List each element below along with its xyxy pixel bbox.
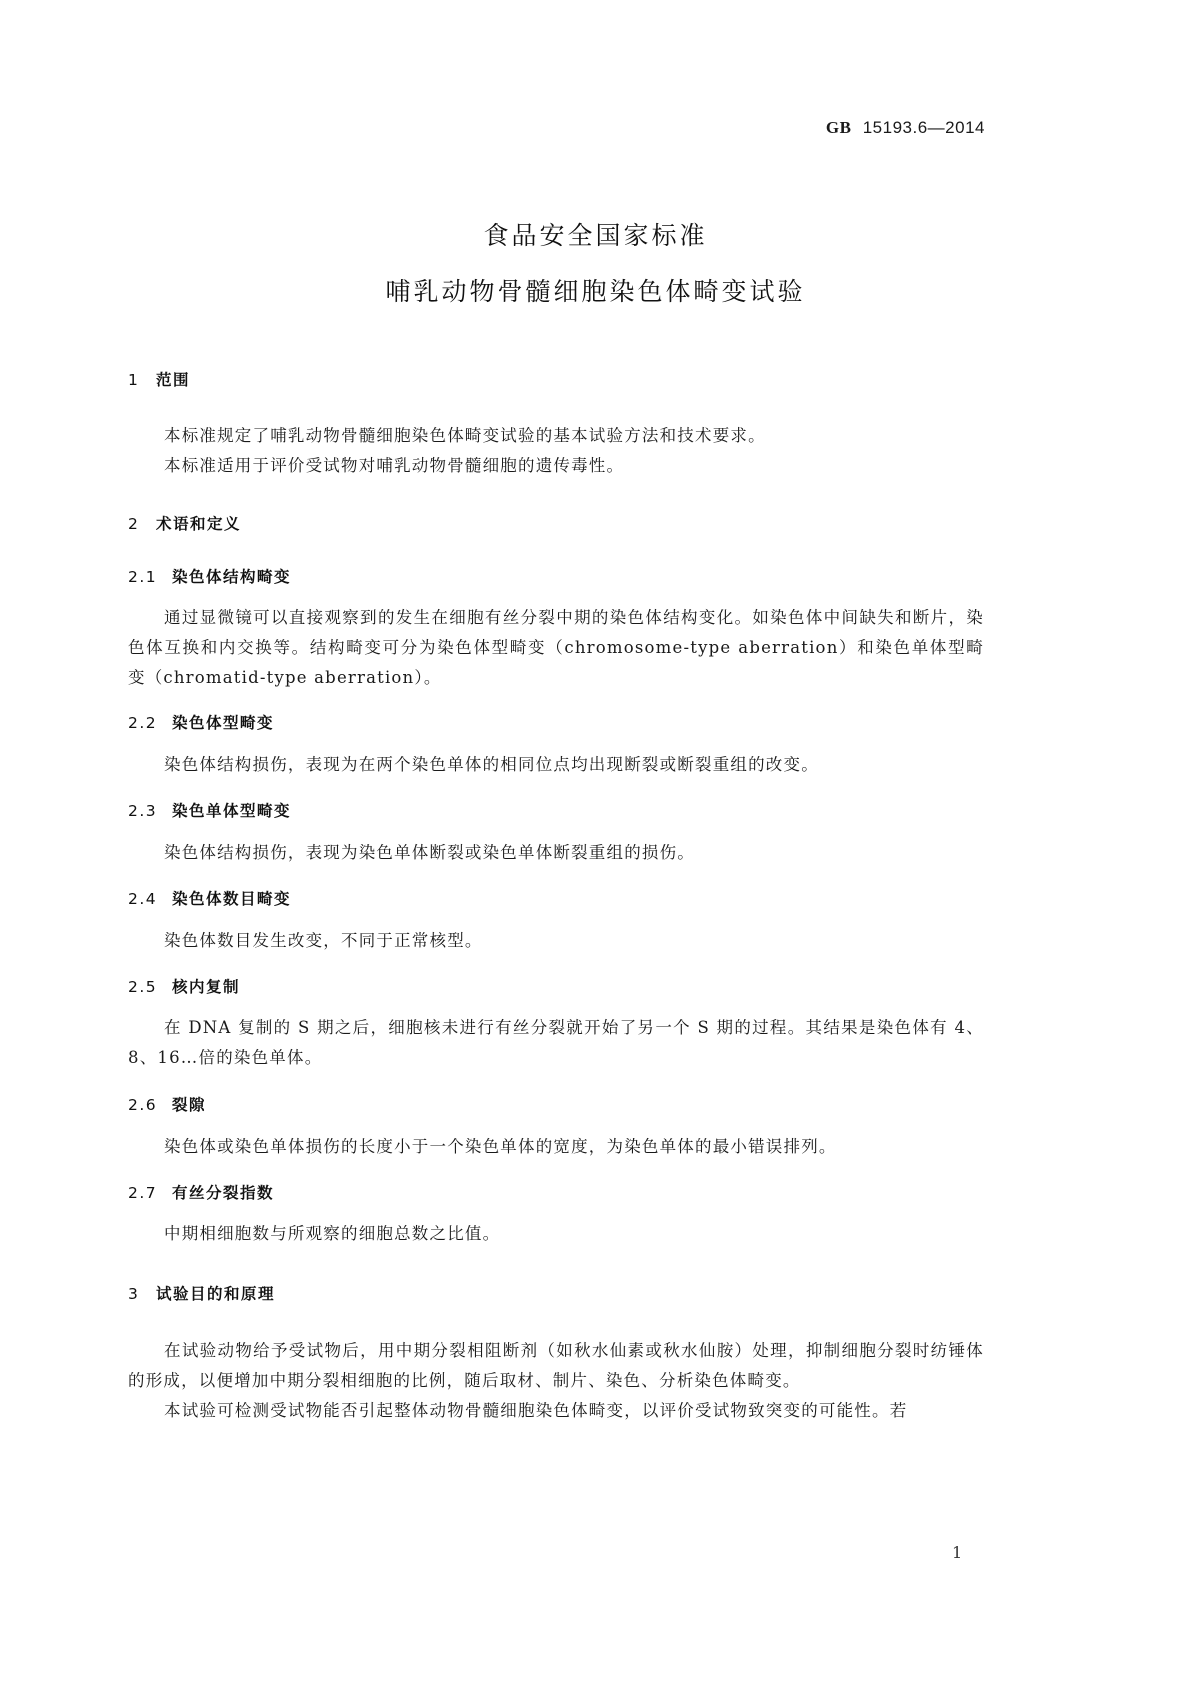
section-number: 1 [128, 371, 140, 389]
subsection-number: 2.2 [128, 714, 158, 732]
subsection-number: 2.4 [128, 890, 158, 908]
standard-code-prefix: GB [825, 118, 852, 137]
subsection-2-7-heading [128, 1181, 274, 1203]
subsection-number: 2.5 [128, 978, 158, 996]
subsection-title: 染色单体型畸变 [172, 802, 292, 820]
subsection-number: 2.3 [128, 802, 158, 820]
subsection-number: 2.1 [128, 568, 158, 586]
section-1-heading [128, 368, 190, 390]
subsection-title: 染色体型畸变 [172, 714, 275, 732]
paragraph: 染色体结构损伤，表现为染色单体断裂或染色单体断裂重组的损伤。 [164, 843, 695, 862]
standard-code [826, 118, 985, 138]
section-number: 3 [128, 1285, 140, 1303]
section-3-heading [128, 1282, 275, 1304]
subsection-title: 染色体数目畸变 [172, 890, 292, 908]
paragraph: 染色体数目发生改变，不同于正常核型。 [164, 931, 483, 950]
subsection-number: 2.7 [128, 1184, 158, 1202]
subsection-2-4-heading [128, 887, 291, 909]
standard-code-number: 15193.6—2014 [862, 118, 985, 137]
subsection-title: 有丝分裂指数 [172, 1184, 275, 1202]
subsection-2-2-heading [128, 711, 274, 733]
paragraph: 通过显微镜可以直接观察到的发生在细胞有丝分裂中期的染色体结构变化。如染色体中间缺失和断片，染色体互换和内交换等。结构畸变可分为染色体型畸变（chromosome-type aberration）和染色单体型畸变（chromatid-type aberration）。 [128, 608, 984, 687]
subsection-2-3-heading [128, 799, 291, 821]
subsection-title: 核内复制 [172, 978, 241, 996]
section-2-heading [128, 512, 241, 534]
paragraph: 中期相细胞数与所观察的细胞总数之比值。 [164, 1224, 501, 1243]
subsection-2-1-heading [128, 565, 291, 587]
paragraph: 本试验可检测受试物能否引起整体动物骨髓细胞染色体畸变，以评价受试物致突变的可能性。若 [164, 1401, 908, 1420]
section-title: 术语和定义 [156, 515, 242, 533]
paragraph: 本标准适用于评价受试物对哺乳动物骨髓细胞的遗传毒性。 [164, 456, 625, 475]
subsection-number: 2.6 [128, 1096, 158, 1114]
subsection-2-6-heading [128, 1093, 206, 1115]
paragraph: 本标准规定了哺乳动物骨髓细胞染色体畸变试验的基本试验方法和技术要求。 [164, 426, 766, 445]
section-number: 2 [128, 515, 140, 533]
paragraph: 在 DNA 复制的 S 期之后，细胞核未进行有丝分裂就开始了另一个 S 期的过程。其结果是染色体有 4、8、16…倍的染色单体。 [128, 1018, 984, 1067]
paragraph: 染色体结构损伤，表现为在两个染色单体的相同位点均出现断裂或断裂重组的改变。 [164, 755, 819, 774]
page-number: 1 [952, 1543, 963, 1562]
subsection-2-5-heading [128, 975, 240, 997]
subsection-title: 裂隙 [172, 1096, 207, 1114]
section-title: 试验目的和原理 [156, 1285, 276, 1303]
document-title: 食品安全国家标准 [483, 221, 708, 250]
document-subtitle: 哺乳动物骨髓细胞染色体畸变试验 [385, 277, 806, 306]
subsection-title: 染色体结构畸变 [172, 568, 292, 586]
section-title: 范围 [156, 371, 191, 389]
paragraph: 染色体或染色单体损伤的长度小于一个染色单体的宽度，为染色单体的最小错误排列。 [164, 1137, 837, 1156]
paragraph: 在试验动物给予受试物后，用中期分裂相阻断剂（如秋水仙素或秋水仙胺）处理，抑制细胞分裂时纺锤体的形成，以便增加中期分裂相细胞的比例，随后取材、制片、染色、分析染色体畸变。 [128, 1341, 984, 1390]
